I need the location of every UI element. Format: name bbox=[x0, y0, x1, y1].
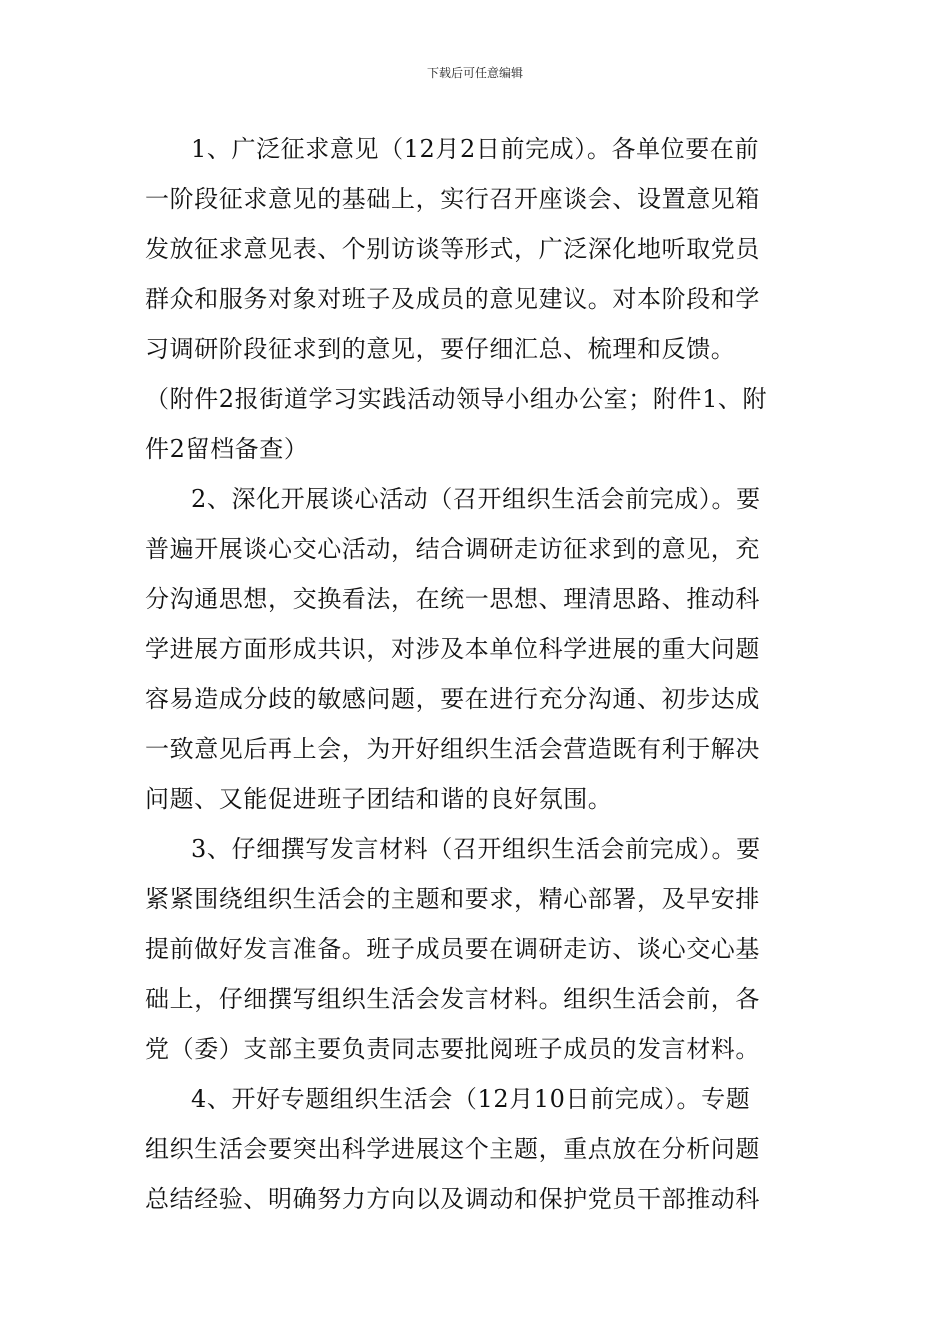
paragraph-2-line-5: 容易造成分歧的敏感问题，要在进行充分沟通、初步达成 bbox=[145, 685, 760, 713]
paragraph-3-line-1: 3、仔细撰写发言材料（召开组织生活会前完成）。要 bbox=[191, 835, 761, 863]
paragraph-3-line-3: 提前做好发言准备。班子成员要在调研走访、谈心交心基 bbox=[145, 935, 760, 963]
paragraph-2-line-1: 2、深化开展谈心活动（召开组织生活会前完成）。要 bbox=[191, 485, 761, 513]
paragraph-2-line-3: 分沟通思想，交换看法，在统一思想、理清思路、推动科 bbox=[145, 585, 760, 613]
paragraph-1-line-7: 件2留档备查） bbox=[145, 435, 309, 463]
page-header-note: 下载后可任意编辑 bbox=[426, 66, 523, 80]
paragraph-3-line-4: 础上，仔细撰写组织生活会发言材料。组织生活会前，各 bbox=[145, 985, 760, 1013]
paragraph-2-line-4: 学进展方面形成共识，对涉及本单位科学进展的重大问题 bbox=[145, 635, 760, 663]
paragraph-1-line-4: 群众和服务对象对班子及成员的意见建议。对本阶段和学 bbox=[145, 285, 760, 313]
paragraph-3-line-5: 党（委）支部主要负责同志要批阅班子成员的发言材料。 bbox=[145, 1035, 760, 1063]
paragraph-2-line-2: 普遍开展谈心交心活动，结合调研走访征求到的意见，充 bbox=[145, 535, 760, 563]
paragraph-2-line-7: 问题、又能促进班子团结和谐的良好氛围。 bbox=[145, 785, 613, 813]
paragraph-1-line-2: 一阶段征求意见的基础上，实行召开座谈会、设置意见箱 bbox=[145, 185, 760, 213]
paragraph-2-line-6: 一致意见后再上会，为开好组织生活会营造既有利于解决 bbox=[145, 735, 760, 763]
paragraph-3-line-2: 紧紧围绕组织生活会的主题和要求，精心部署，及早安排 bbox=[145, 885, 760, 913]
paragraph-1-line-5: 习调研阶段征求到的意见，要仔细汇总、梳理和反馈。 bbox=[145, 335, 736, 363]
paragraph-1-line-6: （附件2报街道学习实践活动领导小组办公室；附件1、附 bbox=[145, 385, 768, 413]
paragraph-4-line-3: 总结经验、明确努力方向以及调动和保护党员干部推动科 bbox=[145, 1185, 760, 1213]
document-body bbox=[145, 124, 807, 1224]
paragraph-4-line-2: 组织生活会要突出科学进展这个主题，重点放在分析问题 bbox=[145, 1135, 760, 1163]
paragraph-1-line-3: 发放征求意见表、个别访谈等形式，广泛深化地听取党员 bbox=[145, 235, 760, 263]
paragraph-1-line-1: 1、广泛征求意见（12月2日前完成）。各单位要在前 bbox=[191, 135, 760, 163]
paragraph-4-line-1: 4、开好专题组织生活会（12月10日前完成）。专题 bbox=[191, 1085, 751, 1113]
